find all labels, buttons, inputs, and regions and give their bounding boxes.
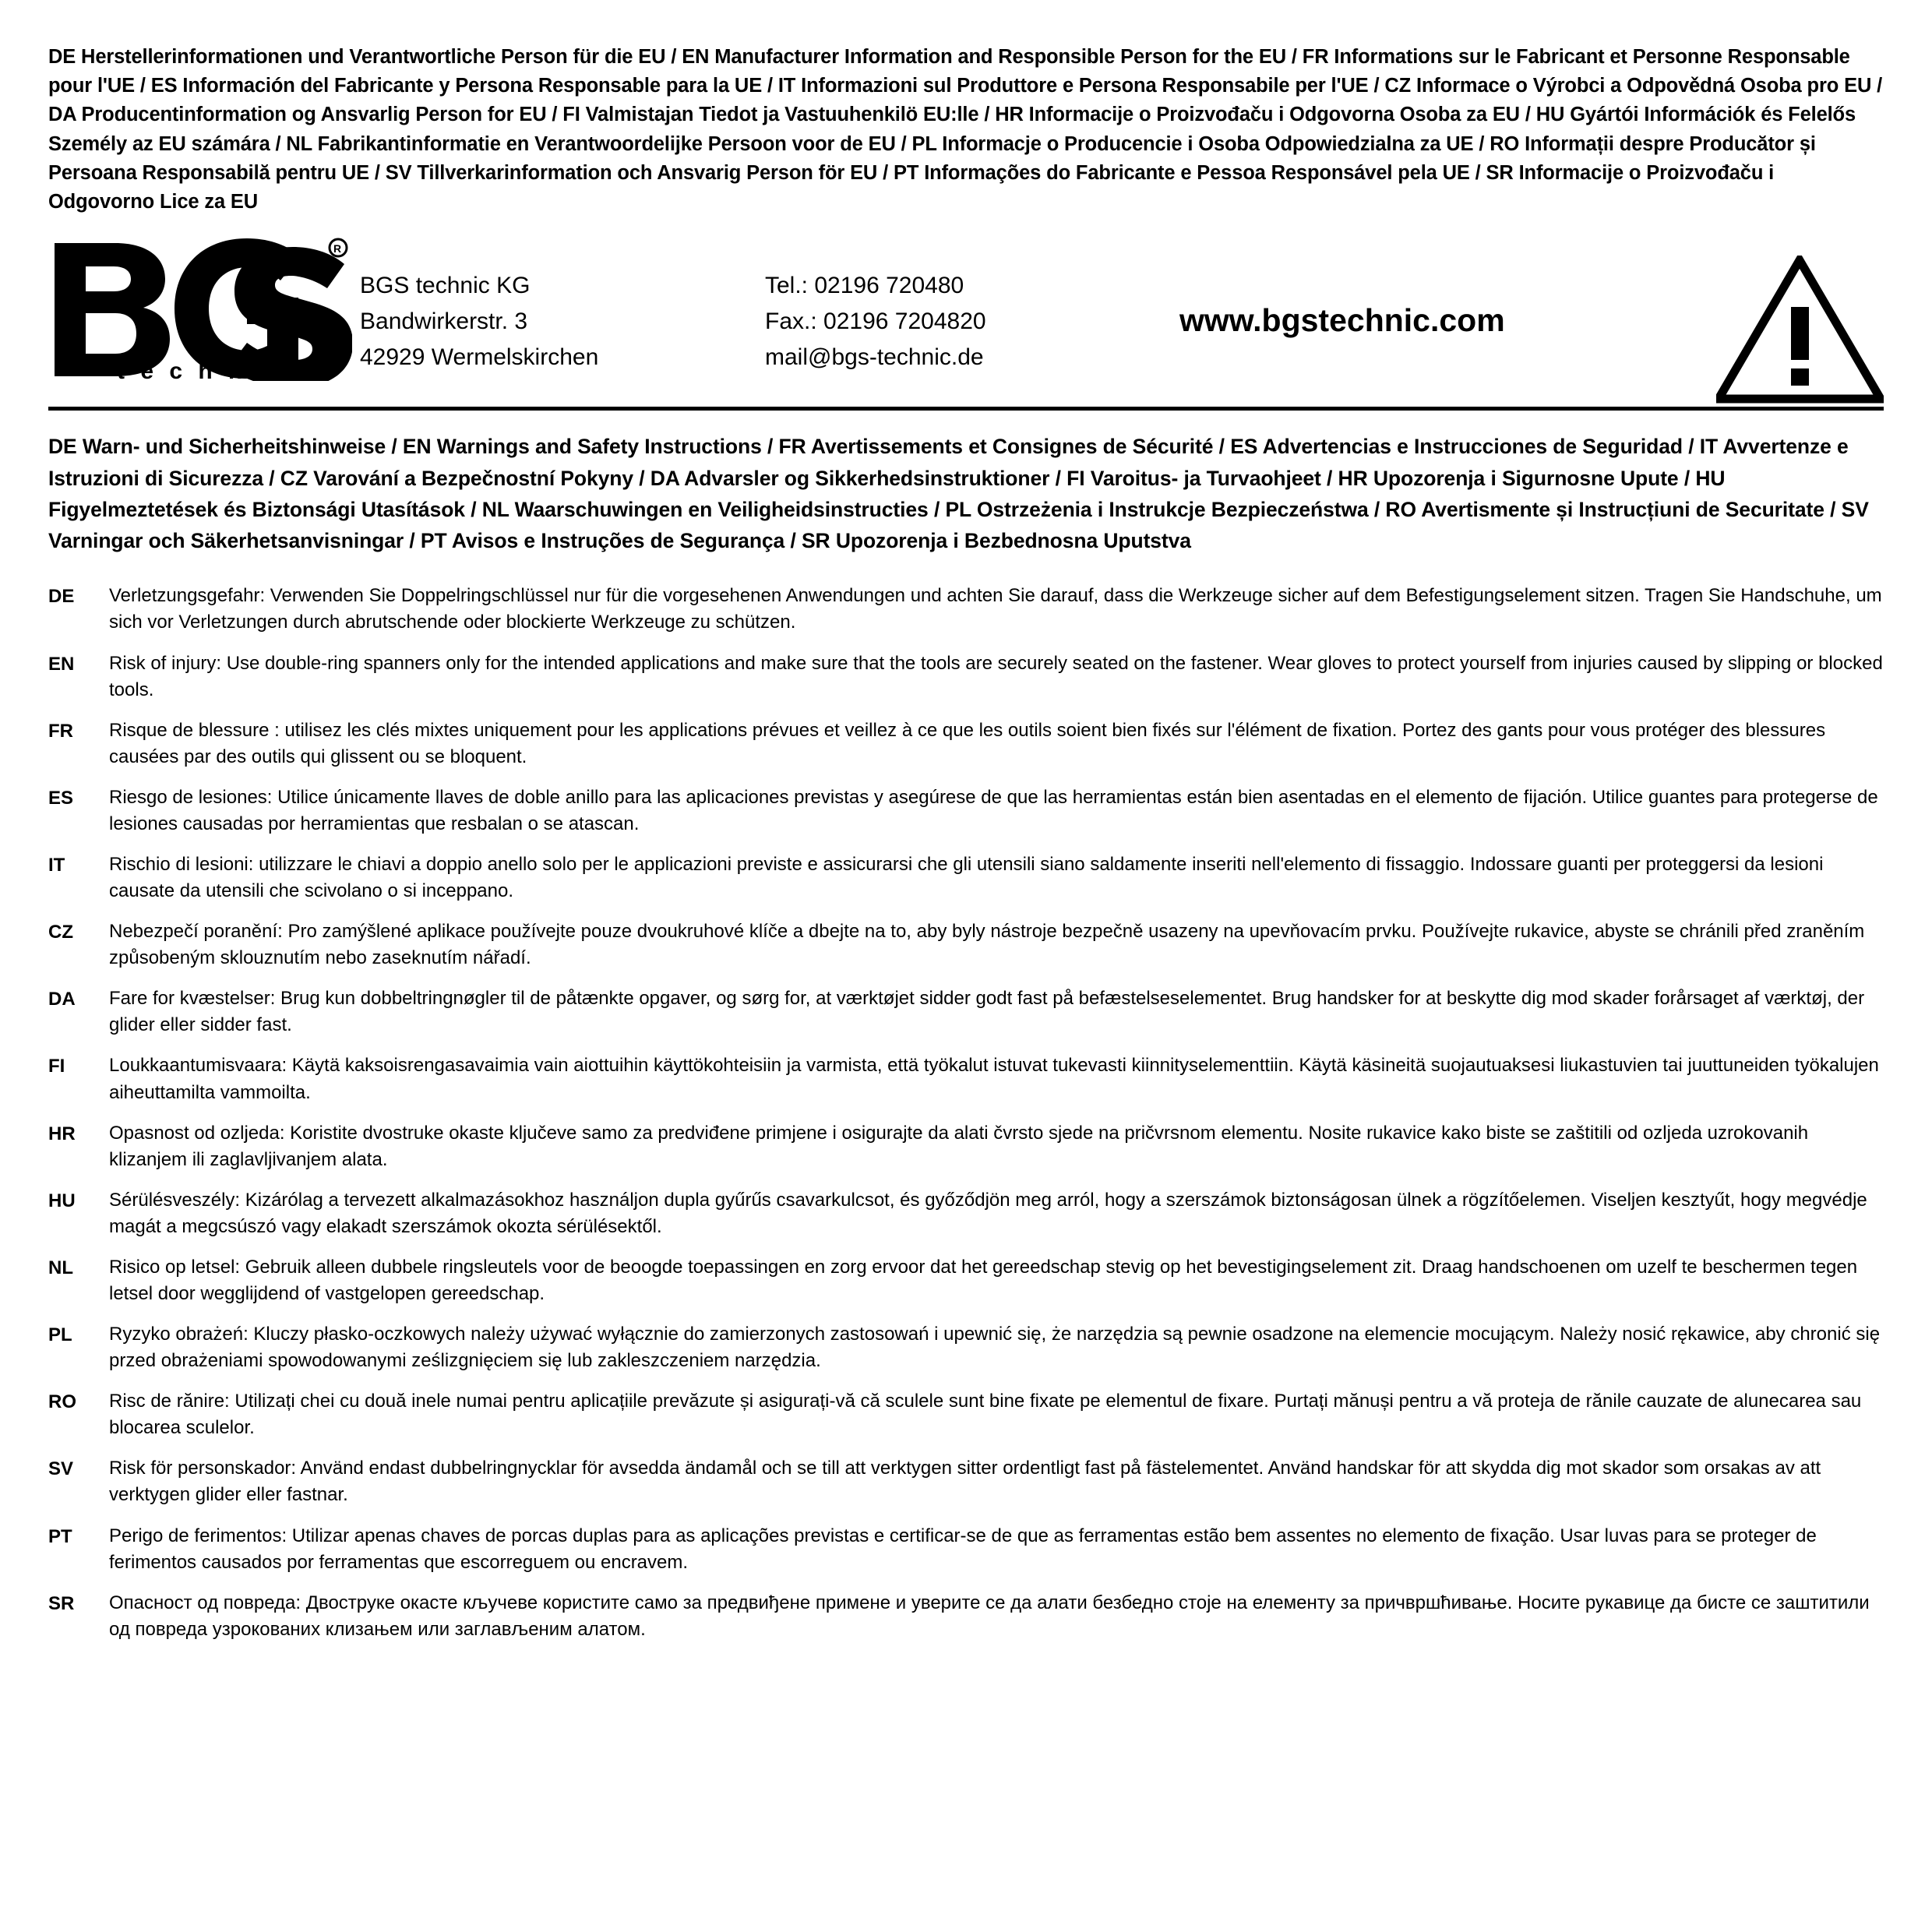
company-information-block [48, 231, 1884, 402]
language-code: FR [48, 720, 73, 742]
language-code: CZ [48, 922, 73, 943]
list-item [48, 1254, 1884, 1307]
company-street: Bandwirkerstr. 3 [360, 308, 528, 334]
language-text: Opasnost od ozljeda: Koristite dvostruke okaste ključeve samo za predviđene primjene i osigurajte da alati čvrsto sjede na pričvrsnom elementu. Nosite rukavice kako biste se zaštitili od ozljeda uzrokovanih klizanjem ili zaglavljivanjem alata. [109, 1122, 1809, 1170]
language-text: Опасност од повреда: Двоструке окасте кључеве користите само за предвиђене примене и уверите се да алати безбедно стоје на елементу за причвршћивање. Носите рукавице да бисте се заштитили од повреда узрокованих клизањем или заглављеним алатом. [109, 1592, 1870, 1640]
list-item [48, 918, 1884, 971]
bgs-logo [48, 231, 360, 381]
header-divider [48, 407, 1884, 411]
language-text: Perigo de ferimentos: Utilizar apenas chaves de porcas duplas para as aplicações previstas e certificar-se de que as ferramentas estão bem assentes no elemento de fixação. Usar luvas para se proteger de ferimentos causados por ferramentas que escorreguem ou encravem. [109, 1525, 1817, 1573]
language-text: Fare for kvæstelser: Brug kun dobbeltringnøgler til de påtænkte opgaver, og sørg for, at værktøjet sidder godt fast på befæstelseselementet. Brug handsker for at beskytte dig mod skader forårsaget af værktøj, der glider eller sidder fast. [109, 988, 1865, 1036]
list-item [48, 717, 1884, 770]
safety-instructions-heading: DE Warn- und Sicherheitshinweise / EN Warnings and Safety Instructions / FR Avertissements et Consignes de Sécurité / ES Advertencias e Instrucciones de Seguridad / IT Avvertenze e Istruzioni di Sicurezza / CZ Varování a Bezpečnostní Pokyny / DA Advarsler og Sikkerhedsinstruktioner / FI Varoitus- ja Turvaohjeet / HR Upozorenja i Sigurnosne Upute / HU Figyelmeztetések és Biztonsági Utasítások / NL Waarschuwingen en Veiligheidsinstructies / PL Ostrzeżenia i Instrukcje Bezpieczeństwa / RO Avertismente și Instrucțiuni de Securitate / SV Varningar och Säkerhetsanvisningar / PT Avisos e Instruções de Segurança / SR Upozorenja i Bezbednosna Uputstva [48, 435, 1869, 553]
list-item [48, 784, 1884, 837]
list-item [48, 985, 1884, 1038]
language-code: HR [48, 1123, 76, 1144]
list-item [48, 583, 1884, 636]
language-text: Rischio di lesioni: utilizzare le chiavi a doppio anello solo per le applicazioni previste e assicurarsi che gli utensili siano saldamente inseriti nell'elemento di fissaggio. Indossare guanti per proteggersi da lesioni causate da utensili che scivolano o si inceppano. [109, 854, 1824, 902]
language-code: SR [48, 1592, 75, 1614]
safety-instructions-list [48, 583, 1884, 1643]
svg-text:R: R [333, 242, 342, 256]
language-text: Risque de blessure : utilisez les clés mixtes uniquement pour les applications prévues et veillez à ce que les outils soient bien fixés sur l'élément de fixation. Portez des gants pour vous protéger des blessures causées par des outils qui glissent ou se bloquent. [109, 719, 1826, 767]
company-name: BGS technic KG [360, 273, 531, 299]
list-item [48, 851, 1884, 904]
language-code: DE [48, 586, 75, 608]
list-item [48, 1052, 1884, 1105]
language-code: EN [48, 653, 75, 675]
list-item [48, 1321, 1884, 1374]
list-item [48, 1388, 1884, 1441]
language-code: FI [48, 1056, 65, 1077]
language-text: Loukkaantumisvaara: Käytä kaksoisrengasavaimia vain aiottuihin käyttökohteisiin ja varmista, että työkalut istuvat tukevasti kiinnityselementtiin. Käytä käsineitä suojautuaksesi liukastuvien tai juuttuneiden työkalujen aiheuttamilta vammoilta. [109, 1055, 1879, 1103]
language-text: Verletzungsgefahr: Verwenden Sie Doppelringschlüssel nur für die vorgesehenen Anwendungen und achten Sie darauf, dass die Werkzeuge sicher auf dem Befestigungselement sitzen. Tragen Sie Handschuhe, um sich vor Verletzungen durch abrutschende oder blockierte Werkzeuge zu schützen. [109, 585, 1882, 633]
manufacturer-information-heading: DE Herstellerinformationen und Verantwortliche Person für die EU / EN Manufacturer Information and Responsible Person for the EU / FR Informations sur le Fabricant et Personne Responsable pour l'UE / ES Información del Fabricante y Persona Responsable para la UE / IT Informazioni sul Produttore e Persona Responsabile per l'UE / CZ Informace o Výrobci a Odpovědná Osoba pro EU / DA Producentinformation og Ansvarlig Person for EU / FI Valmistajan Tiedot ja Vastuuhenkilö EU:lle / HR Informacije o Proizvođaču i Odgovorna Osoba za EU / HU Gyártói Információk és Felelős Személy az EU számára / NL Fabrikantinformatie en Verantwoordelijke Persoon voor de EU / PL Informacje o Producencie i Osoba Odpowiedzialna za UE / RO Informații despre Producător și Persoana Responsabilă pentru UE / SV Tillverkarinformation och Ansvarig Person för EU / PT Informações do Fabricante e Pessoa Responsável pela UE / SR Informacije o Proizvođaču i Odgovorno Lice za EU [48, 46, 1883, 213]
list-item [48, 1120, 1884, 1173]
language-code: ES [48, 787, 74, 809]
list-item [48, 1455, 1884, 1508]
list-item [48, 1590, 1884, 1643]
company-telephone: Tel.: 02196 720480 [765, 273, 964, 299]
company-website[interactable]: www.bgstechnic.com [1179, 302, 1505, 339]
language-code: SV [48, 1458, 74, 1480]
language-text: Risc de rănire: Utilizați chei cu două inele numai pentru aplicațiile prevăzute și asigurați-vă că sculele sunt bine fixate pe elementul de fixare. Purtați mănuși pentru a vă proteja de rănile cauzate de alunecarea sau blocarea sculelor. [109, 1391, 1862, 1439]
language-code: PL [48, 1324, 72, 1346]
bgs-logo-icon [48, 237, 352, 381]
language-text: Sérülésveszély: Kizárólag a tervezett alkalmazásokhoz használjon dupla gyűrűs csavarkulcsot, és győződjön meg arról, hogy a szerszámok biztonságosan ülnek a rögzítőelemen. Viseljen kesztyűt, hogy megvédje magát a megcsúszó vagy elakadt szerszámok okozta sérülésektől. [109, 1189, 1867, 1237]
language-text: Riesgo de lesiones: Utilice únicamente llaves de doble anillo para las aplicaciones previstas y asegúrese de que las herramientas están bien asentadas en el elemento de fijación. Utilice guantes para protegerse de lesiones causadas por herramientas que resbalan o se atascan. [109, 786, 1878, 834]
company-contact [765, 231, 1139, 375]
language-code: RO [48, 1391, 76, 1413]
list-item [48, 1523, 1884, 1576]
language-code: IT [48, 855, 65, 876]
svg-text:t e c h n i c: t e c h n i c [117, 358, 299, 382]
language-text: Nebezpečí poranění: Pro zamýšlené aplikace používejte pouze dvoukruhové klíče a dbejte na to, aby byly nástroje bezpečně usazeny na upevňovacím prvku. Používejte rukavice, abyste se chránili před zraněním způsobeným sklouznutím nebo zaseknutím nářadí. [109, 921, 1865, 969]
warning-triangle-icon [1705, 231, 1884, 404]
list-item [48, 650, 1884, 703]
language-text: Risico op letsel: Gebruik alleen dubbele ringsleutels voor de beoogde toepassingen en zorg ervoor dat het gereedschap stevig op het bevestigingselement zit. Draag handschoenen om uzelf te beschermen tegen letsel door wegglijdend of vastgelopen gereedschap. [109, 1256, 1858, 1305]
company-fax: Fax.: 02196 7204820 [765, 308, 986, 334]
language-text: Risk of injury: Use double-ring spanners only for the intended applications and make sure that the tools are securely seated on the fastener. Wear gloves to protect yourself from injuries caused by slipping or blocked tools. [109, 652, 1883, 700]
language-code: NL [48, 1257, 73, 1278]
language-code: PT [48, 1525, 72, 1547]
language-code: DA [48, 989, 76, 1010]
list-item [48, 1187, 1884, 1240]
language-text: Risk för personskador: Använd endast dubbelringnycklar för avsedda ändamål och se till att verktygen sitter ordentligt fast på fästelementet. Använd handskar för att skydda dig mot skador som orsakas av att verktygen glider eller fastnar. [109, 1458, 1821, 1506]
language-code: HU [48, 1190, 76, 1211]
company-address [360, 231, 765, 375]
language-text: Ryzyko obrażeń: Kluczy płasko-oczkowych należy używać wyłącznie do zamierzonych zastosowań i upewnić się, że narzędzia są pewnie osadzone na elemencie mocującym. Należy nosić rękawice, aby chronić się przed obrażeniami spowodowanymi ześlizgnięciem się lub zakleszczeniem narzędzia. [109, 1324, 1881, 1372]
company-email[interactable]: mail@bgs-technic.de [765, 344, 984, 370]
company-city: 42929 Wermelskirchen [360, 344, 599, 370]
